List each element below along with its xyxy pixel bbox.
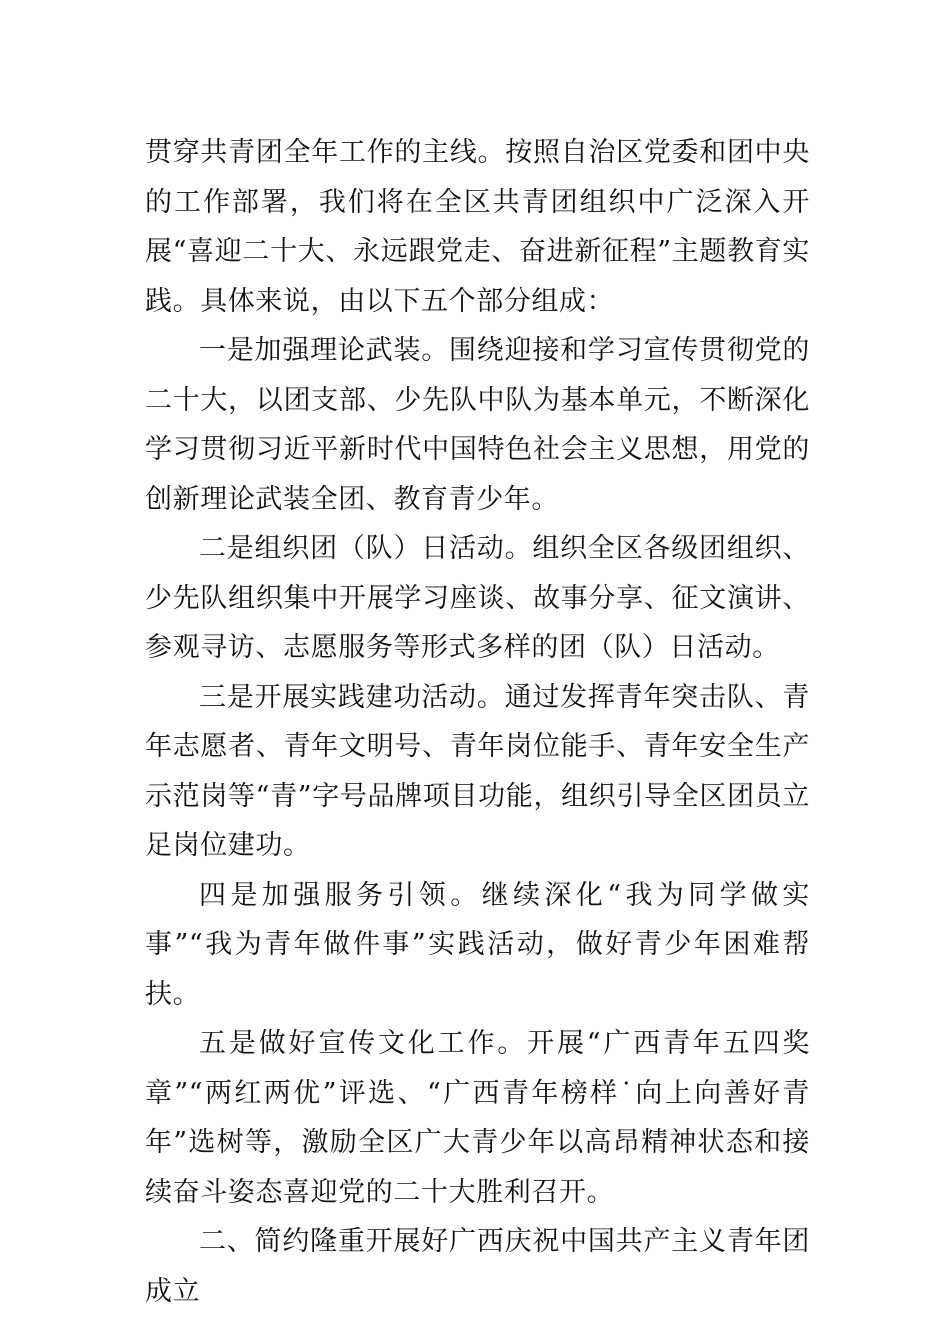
paragraph-team-day: 二是组织团（队）日活动。组织全区各级团组织、少先队组织集中开展学习座谈、故事分享、征文演讲、参观寻访、志愿服务等形式多样的团（队）日活动。 [145, 533, 810, 663]
paragraph-publicity: 五是做好宣传文化工作。开展“广西青年五四奖章”“两红两优”评选、“广西青年榜样˙向上向善好青年”选树等，激励全区广大青少年以高昂精神状态和接续奋斗姿态喜迎党的二十大胜利召开。 [145, 1028, 810, 1208]
paragraph-practice: 三是开展实践建功活动。通过发挥青年突击队、青年志愿者、青年文明号、青年岗位能手、青年安全生产示范岗等“青”字号品牌项目功能，组织引导全区团员立足岗位建功。 [145, 681, 810, 861]
paragraph-theory: 一是加强理论武装。围绕迎接和学习宣传贯彻党的二十大，以团支部、少先队中队为基本单元，不断深化学习贯彻习近平新时代中国特色社会主义思想，用党的创新理论武装全团、教育青少年。 [145, 335, 810, 515]
paragraph-service: 四是加强服务引领。继续深化“我为同学做实事”“我为青年做件事”实践活动，做好青少年困难帮扶。 [145, 879, 810, 1010]
document-body [145, 128, 810, 1316]
paragraph-continuation: 贯穿共青团全年工作的主线。按照自治区党委和团中央的工作部署，我们将在全区共青团组织中广泛深入开展“喜迎二十大、永远跟党走、奋进新征程”主题教育实践。具体来说，由以下五个部分组成： [145, 137, 810, 317]
section-heading-two: 二、简约隆重开展好广西庆祝中国共产主义青年团成立 [145, 1226, 810, 1307]
